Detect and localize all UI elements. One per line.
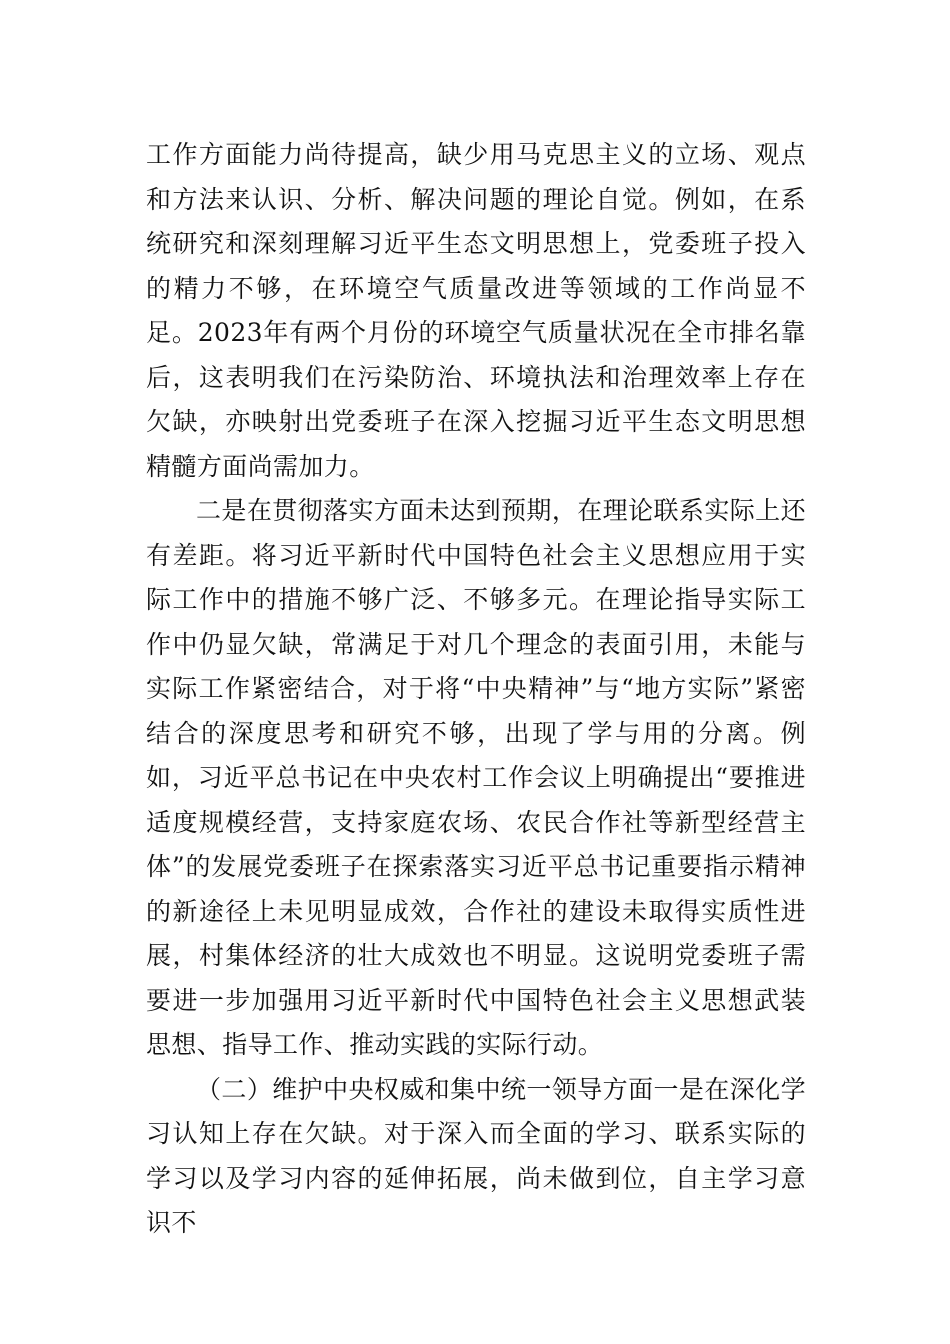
- paragraph-continued: 工作方面能力尚待提高，缺少用马克思主义的立场、观点和方法来认识、分析、解决问题的理论自觉。例如，在系统研究和深刻理解习近平生态文明思想上，党委班子投入的精力不够，在环境空气质量改进等领域的工作尚显不足。2023年有两个月份的环境空气质量状况在全市排名靠后，这表明我们在污染防治、环境执法和治理效率上存在欠缺，亦映射出党委班子在深入挖掘习近平生态文明思想精髓方面尚需加力。: [146, 140, 806, 481]
- paragraph-central-authority: （二）维护中央权威和集中统一领导方面一是在深化学习认知上存在欠缺。对于深入而全面的学习、联系实际的学习以及学习内容的延伸拓展，尚未做到位，自主学习意识不: [146, 1074, 806, 1237]
- paragraph-implementation-gap: 二是在贯彻落实方面未达到预期，在理论联系实际上还有差距。将习近平新时代中国特色社会主义思想应用于实际工作中的措施不够广泛、不够多元。在理论指导实际工作中仍显欠缺，常满足于对几个理念的表面引用，未能与实际工作紧密结合，对于将“中央精神”与“地方实际”紧密结合的深度思考和研究不够，出现了学与用的分离。例如，习近平总书记在中央农村工作会议上明确提出“要推进适度规模经营，支持家庭农场、农民合作社等新型经营主体”的发展党委班子在探索落实习近平总书记重要指示精神的新途径上未见明显成效，合作社的建设未取得实质性进展，村集体经济的壮大成效也不明显。这说明党委班子需要进一步加强用习近平新时代中国特色社会主义思想武装思想、指导工作、推动实践的实际行动。: [146, 496, 806, 1059]
- document-body: [146, 133, 806, 1246]
